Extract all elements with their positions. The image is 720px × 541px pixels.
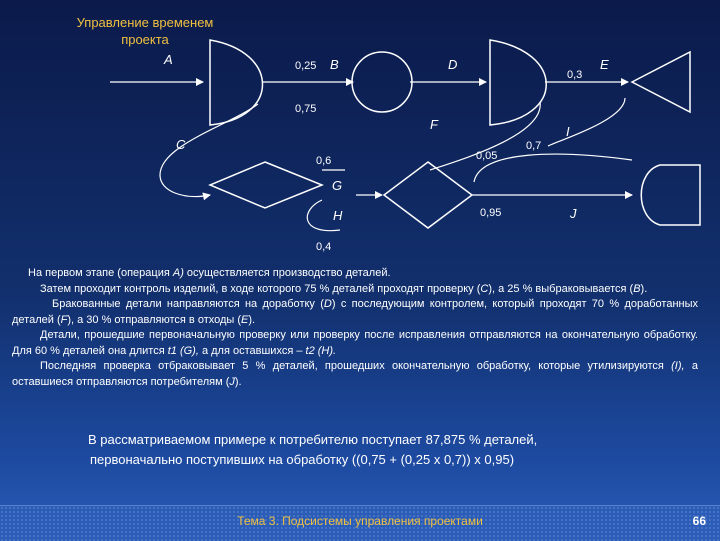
italic-ref: D: [323, 298, 332, 310]
node-label-h: H: [333, 208, 343, 223]
italic-ref: t2 (H).: [305, 344, 337, 357]
node-label-c: C: [176, 137, 186, 152]
italic-ref: (I),: [671, 360, 685, 372]
node-b-shape: [352, 52, 412, 112]
text-run: Затем проходит контроль изделий, в ходе которого 75 % деталей проходят проверку (: [40, 282, 481, 295]
node-j-shape: [641, 165, 700, 225]
edge-up-i: [548, 98, 625, 146]
summary: [70, 430, 690, 470]
slide-title: Управление временем проекта: [76, 15, 214, 47]
node-label-g: G: [332, 178, 343, 193]
edge-label-df: 0,7: [526, 140, 542, 152]
italic-ref: t1 (G),: [167, 344, 199, 357]
text-run: ).: [234, 375, 242, 388]
node-label-f: F: [430, 117, 438, 132]
edge-label-ab: 0,25: [295, 60, 317, 72]
edge-a-c: [160, 104, 258, 196]
text-run: ), а 25 % выбраковывается (: [488, 282, 634, 295]
node-f-shape: [384, 162, 472, 228]
footer: [0, 505, 720, 541]
node-d-shape: [490, 40, 546, 125]
italic-ref: F: [60, 313, 68, 326]
text-run: а для оставшихся –: [198, 344, 306, 357]
text-run: ) с последующим контролем, который проходят 70 % доработанных деталей (: [12, 298, 698, 326]
text-run: а оставшиеся отправляются потребителям (: [12, 360, 698, 388]
footer-topic: Тема 3. Подсистемы управления проектами: [237, 514, 483, 528]
node-label-a: A: [164, 52, 173, 67]
text-run: ).: [640, 282, 648, 295]
text-run: ).: [248, 313, 256, 326]
flow-diagram: [0, 0, 720, 270]
summary-line-2: первоначально поступивших на обработку ((0,75 + (0,25 х 0,7)) х 0,95): [90, 452, 515, 467]
italic-ref: C: [480, 282, 489, 295]
edge-label-gi: 0,05: [476, 150, 498, 162]
description: [12, 266, 698, 390]
edge-label-cg: 0,6: [316, 155, 332, 167]
node-label-i: I: [566, 124, 570, 139]
node-label-b: B: [330, 57, 339, 72]
edge-label-ac: 0,75: [295, 103, 317, 115]
description-paragraph: [12, 266, 698, 282]
summary-line-1: В рассматриваемом примере к потребителю поступает 87,875 % деталей,: [88, 432, 538, 447]
node-c-shape: [210, 162, 322, 208]
italic-ref: B: [633, 282, 641, 295]
edge-i-j: [474, 154, 632, 182]
description-paragraph: [12, 359, 698, 390]
description-paragraph: [12, 328, 698, 359]
node-a-shape: [210, 40, 263, 125]
text-run: ), а 30 % отправляются в отходы (: [67, 313, 242, 326]
edge-label-de: 0,3: [567, 69, 583, 81]
italic-ref: A): [172, 267, 184, 279]
node-label-e: E: [600, 57, 609, 72]
text-run: Последняя проверка отбраковывает 5 % деталей, прошедших окончательную обработку, которые утилизируются: [40, 360, 672, 372]
text-run: осуществляется производство деталей.: [183, 267, 391, 279]
edge-label-ch: 0,4: [316, 241, 332, 253]
node-e-shape: [632, 52, 690, 112]
node-label-d: D: [448, 57, 458, 72]
text-run: Детали, прошедшие первоначальную проверку или проверку после исправления отправляются на окончательную обработку. Для 60 % деталей она длится: [12, 329, 698, 357]
page-number: 66: [692, 514, 706, 528]
italic-ref: E: [241, 313, 249, 326]
description-paragraph: [12, 282, 698, 298]
italic-ref: J: [229, 375, 235, 388]
edge-label-gj: 0,95: [480, 207, 502, 219]
description-paragraph: [12, 297, 698, 328]
node-label-j: J: [570, 206, 577, 221]
text-run: Бракованные детали направляются на доработку (: [52, 298, 324, 310]
text-run: На первом этапе (операция: [28, 267, 173, 279]
